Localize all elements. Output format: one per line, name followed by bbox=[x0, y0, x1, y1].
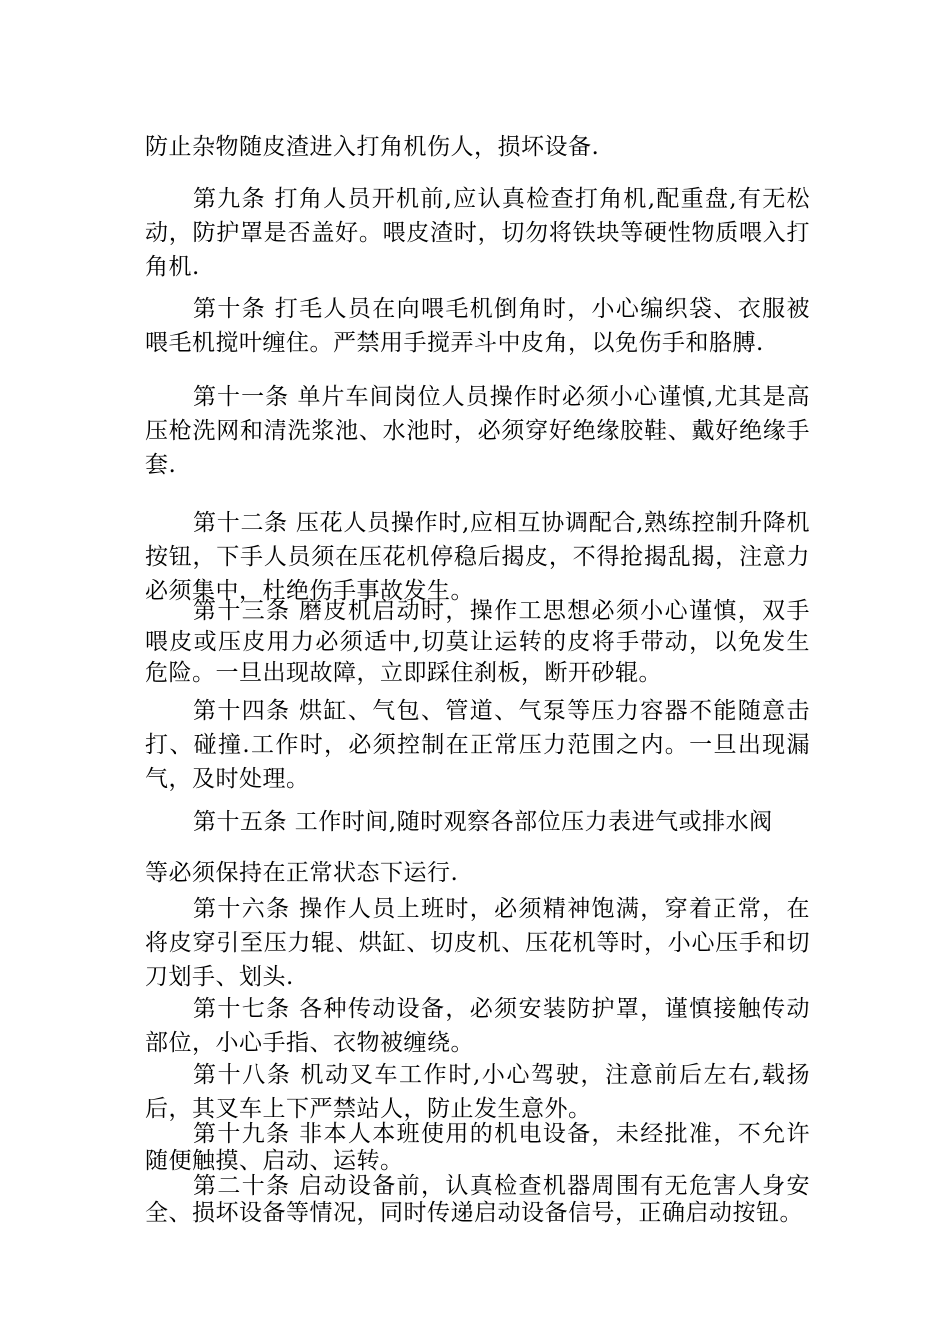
article-20: 第二十条 启动设备前，认真检查机器周围有无危害人身安全、损坏设备等情况，同时传递启动设备信号，正确启动按钮。 bbox=[145, 1173, 810, 1226]
article-15: 第十五条 工作时间,随时观察各部位压力表进气或排水阀 bbox=[193, 809, 773, 835]
article-9: 第九条 打角人员开机前,应认真检查打角机,配重盘,有无松动，防护罩是否盖好。喂皮渣时，切勿将铁块等硬性物质喂入打角机. bbox=[145, 186, 810, 280]
article-19: 第十九条 非本人本班使用的机电设备，未经批准，不允许随便触摸、启动、运转。 bbox=[145, 1121, 810, 1174]
article-13: 第十三条 磨皮机启动时，操作工思想必须小心谨慎，双手喂皮或压皮用力必须适中,切莫让运转的皮将手带动，以免发生危险。一旦出现故障，立即踩住刹板，断开砂辊。 bbox=[145, 598, 810, 686]
article-14: 第十四条 烘缸、气包、管道、气泵等压力容器不能随意击打、碰撞.工作时，必须控制在正常压力范围之内。一旦出现漏气，及时处理。 bbox=[145, 698, 810, 792]
article-10: 第十条 打毛人员在向喂毛机倒角时，小心编织袋、衣服被喂毛机搅叶缠住。严禁用手搅弄斗中皮角，以免伤手和胳膊. bbox=[145, 296, 810, 356]
article-11: 第十一条 单片车间岗位人员操作时必须小心谨慎,尤其是高压枪洗网和清洗浆池、水池时，必须穿好绝缘胶鞋、戴好绝缘手套. bbox=[145, 384, 810, 478]
article-16: 第十六条 操作人员上班时，必须精神饱满，穿着正常，在将皮穿引至压力辊、烘缸、切皮机、压花机等时，小心压手和切刀划手、划头. bbox=[145, 896, 810, 990]
paragraph-continuation: 防止杂物随皮渣进入打角机伤人，损坏设备. bbox=[145, 134, 600, 160]
article-15-continued: 等必须保持在正常状态下运行. bbox=[145, 860, 459, 886]
article-18: 第十八条 机动叉车工作时,小心驾驶，注意前后左右,载扬后，其叉车上下严禁站人，防止发生意外。 bbox=[145, 1062, 810, 1122]
article-17: 第十七条 各种传动设备，必须安装防护罩，谨慎接触传动部位，小心手指、衣物被缠绕。 bbox=[145, 996, 810, 1056]
article-12: 第十二条 压花人员操作时,应相互协调配合,熟练控制升降机按钮，下手人员须在压花机停稳后揭皮，不得抢揭乱揭，注意力必须集中，杜绝伤手事故发生。 bbox=[145, 510, 810, 604]
